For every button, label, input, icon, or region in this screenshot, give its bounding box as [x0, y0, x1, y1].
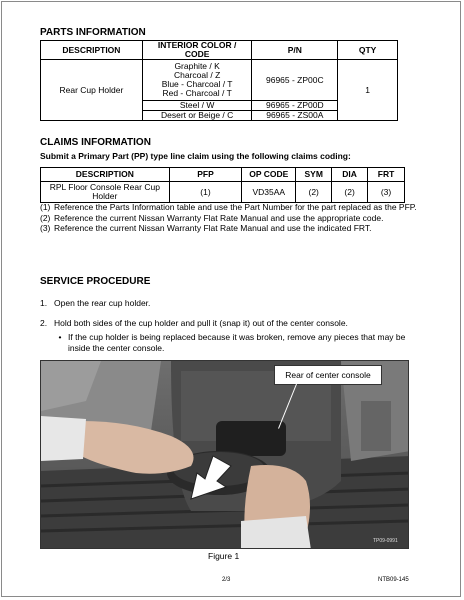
note-text: Reference the current Nissan Warranty Flat Rate Manual and use the indicated FRT. [54, 223, 372, 233]
figure-caption: Figure 1 [208, 551, 240, 561]
col-pfp: PFP [169, 168, 242, 182]
note-number: (2) [40, 212, 51, 223]
color-value: Graphite / K [174, 61, 220, 71]
color-value: Blue - Charcoal / T [161, 79, 233, 89]
part-number: 96965 - ZP00C [252, 60, 338, 101]
color-value: Desert or Beige / C [142, 111, 252, 121]
callout-label: Rear of center console [274, 365, 382, 385]
claims-header-row [41, 168, 405, 182]
note-number: (1) [40, 202, 51, 212]
note-text: Reference the Parts Information table and use the Part Number for the part replaced as the PFP. [54, 202, 417, 212]
note-text: Reference the current Nissan Warranty Flat Rate Manual and use the appropriate code. [54, 212, 384, 223]
list-item [40, 298, 150, 308]
table-row [41, 182, 405, 203]
col-description: DESCRIPTION [41, 168, 170, 182]
step-number: 1. [40, 298, 48, 308]
col-qty: QTY [338, 41, 398, 60]
list-item [40, 223, 440, 234]
table-row [41, 60, 398, 101]
claim-frt: (3) [368, 182, 405, 203]
claim-pfp: (1) [169, 182, 242, 203]
color-value: Charcoal / Z [173, 70, 221, 80]
claim-dia: (2) [332, 182, 368, 203]
col-description: DESCRIPTION [41, 41, 143, 60]
note-number: (3) [40, 223, 51, 233]
claim-op-code: VD35AA [242, 182, 296, 203]
photo-id: TP09-0991 [373, 538, 398, 544]
part-qty: 1 [338, 60, 398, 121]
cup-holder-illustration [41, 361, 409, 549]
list-item [52, 332, 412, 353]
col-dia: DIA [332, 168, 368, 182]
claims-section-title: CLAIMS INFORMATION [40, 137, 151, 148]
parts-header-row [41, 41, 398, 60]
bullet-icon: • [58, 332, 62, 342]
col-interior-color: INTERIOR COLOR / CODE [142, 41, 252, 60]
bullet-text: If the cup holder is being replaced because it was broken, remove any pieces that may be inside the center console. [68, 332, 406, 353]
claims-table [40, 167, 405, 203]
col-pn: P/N [252, 41, 338, 60]
part-number: 96965 - ZS00A [252, 111, 338, 121]
step-text: Hold both sides of the cup holder and pull it (snap it) out of the center console. [54, 318, 348, 328]
figure-photo [40, 360, 409, 549]
claims-notes [40, 202, 440, 234]
col-frt: FRT [368, 168, 405, 182]
step-number: 2. [40, 318, 48, 328]
color-value: Red - Charcoal / T [162, 88, 232, 98]
list-item [40, 202, 440, 213]
parts-section-title: PARTS INFORMATION [40, 27, 146, 38]
col-sym: SYM [296, 168, 332, 182]
claims-subtitle: Submit a Primary Part (PP) type line claim using the following claims coding: [40, 151, 351, 161]
part-description: Rear Cup Holder [41, 60, 143, 121]
list-item [40, 213, 440, 224]
part-number: 96965 - ZP00D [252, 101, 338, 111]
claim-sym: (2) [296, 182, 332, 203]
col-op-code: OP CODE [242, 168, 296, 182]
color-cell [142, 60, 252, 101]
list-item [40, 318, 348, 328]
step-text: Open the rear cup holder. [54, 298, 151, 308]
service-section-title: SERVICE PROCEDURE [40, 276, 151, 287]
parts-table [40, 40, 398, 121]
document-id: NTB09-145 [378, 577, 409, 583]
page-number: 2/3 [222, 577, 231, 583]
claim-description: RPL Floor Console Rear Cup Holder [41, 182, 170, 203]
color-value: Steel / W [142, 101, 252, 111]
